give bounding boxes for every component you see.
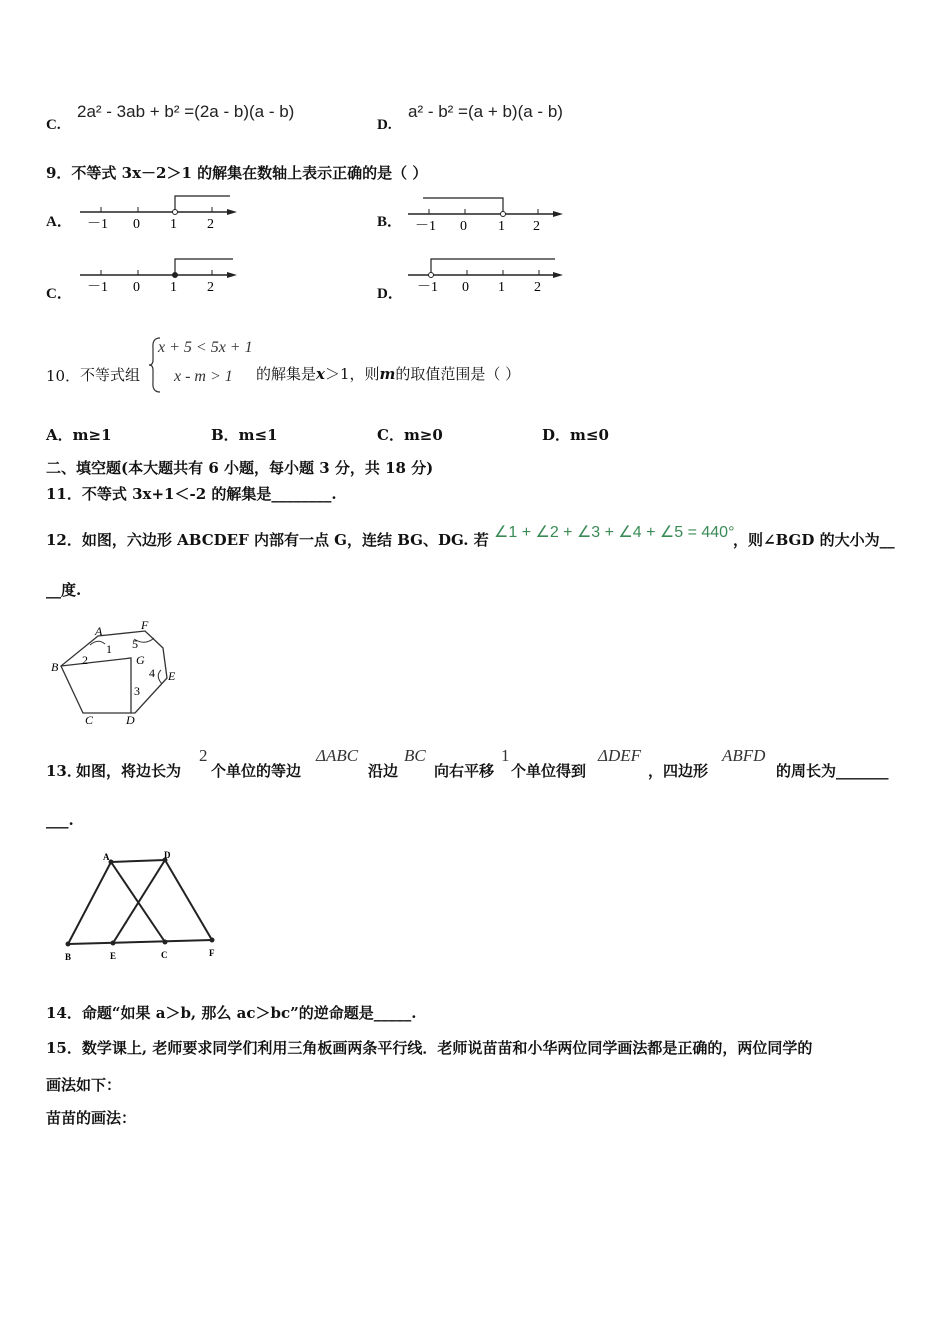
- q10-system-line2: x - m > 1: [174, 368, 233, 385]
- tick-label: 1: [170, 217, 177, 232]
- fig-label: C: [85, 713, 94, 727]
- tick-label: 0: [133, 280, 140, 295]
- q10-suffix-b: ＞1，则: [324, 365, 380, 383]
- q13-t7: 的周长为_______: [776, 762, 889, 780]
- tick-label: －1: [87, 280, 108, 295]
- tick-label: 1: [498, 219, 505, 234]
- q8-option-c-label: C.: [46, 117, 61, 133]
- q13-m6: ABFD: [722, 746, 766, 765]
- tick-label: 0: [460, 219, 467, 234]
- q10-number: 10．: [46, 367, 81, 385]
- tick-label: 1: [170, 280, 177, 295]
- fig-label: 3: [134, 684, 140, 698]
- q9-option-c-label: C．: [46, 286, 72, 302]
- q10-var-m: m: [379, 365, 396, 383]
- tick-label: 0: [133, 217, 140, 232]
- tick-label: －1: [87, 217, 108, 232]
- tick-label: 2: [533, 219, 540, 234]
- section2-heading: 二、填空题(本大题共有 6 小题，每小题 3 分，共 18 分): [46, 459, 434, 477]
- fig-label: B: [51, 660, 59, 674]
- q11-text: 11．不等式 3x+1＜-2 的解集是________.: [46, 485, 337, 503]
- fig-label: C: [161, 950, 168, 960]
- q15-line1: 15．数学课上, 老师要求同学们利用三角板画两条平行线．老师说苗苗和小华两位同学画法都是正确的，两位同学的: [46, 1039, 813, 1057]
- q12-angle-expression: ∠1 + ∠2 + ∠3 + ∠4 + ∠5 = 440°: [494, 524, 735, 541]
- q9-option-a-label: A．: [46, 214, 72, 230]
- q9-option-d-numberline: [405, 253, 575, 299]
- fig-label: 5: [132, 637, 138, 651]
- q15-line2: 画法如下：: [46, 1076, 122, 1094]
- q8-option-c-formula: 2a² - 3ab + b² =(2a - b)(a - b): [77, 102, 295, 121]
- q10-option-d: D．m≤0: [542, 426, 609, 444]
- q12-text-a: 12．如图，六边形 ABCDEF 内部有一点 G，连结 BG、DG. 若: [46, 531, 489, 549]
- q14-text: 14．命题“如果 a＞b, 那么 ac＞bc”的逆命题是_____.: [46, 1004, 417, 1022]
- q13-m4: 1: [501, 746, 510, 765]
- q13-t2: 个单位的等边: [211, 762, 302, 780]
- fig-label: G: [136, 653, 145, 667]
- q12-text-c: __度.: [46, 581, 82, 599]
- q13-m3: BC: [404, 746, 426, 765]
- q8-option-d-formula: a² - b² =(a + b)(a - b): [408, 102, 563, 121]
- q13-m1: 2: [199, 746, 208, 765]
- tick-label: －1: [415, 219, 436, 234]
- fig-label: 1: [106, 642, 112, 656]
- q13-m5: ΔDEF: [598, 746, 642, 765]
- q10-option-c: C．m≥0: [377, 426, 443, 444]
- tick-label: 0: [462, 280, 469, 295]
- tick-label: 2: [534, 280, 541, 295]
- fig-label: D: [126, 713, 135, 727]
- fig-label: A: [103, 852, 110, 862]
- q9-option-b-label: B．: [377, 214, 403, 230]
- q10-option-a: A．m≥1: [46, 426, 112, 444]
- q12-hexagon-figure: [50, 618, 190, 728]
- fig-label: F: [209, 948, 215, 958]
- q12-text-b: ，则∠BGD 的大小为__: [733, 531, 895, 549]
- tick-label: 1: [498, 280, 505, 295]
- fig-label: E: [110, 951, 117, 961]
- fig-label: E: [168, 669, 176, 683]
- fig-label: 2: [82, 653, 88, 667]
- q15-line3: 苗苗的画法：: [46, 1109, 137, 1127]
- q10-system-line1: x + 5 < 5x + 1: [158, 339, 253, 356]
- tick-label: 2: [207, 280, 214, 295]
- q13-t4: 向右平移: [434, 762, 495, 780]
- q13-m2: ΔABC: [316, 746, 359, 765]
- q13-t8: ___.: [46, 811, 74, 829]
- q10-option-b: B．m≤1: [211, 426, 278, 444]
- q13-stem: [46, 746, 926, 786]
- q9-stem: 9．不等式 3x－2＞1 的解集在数轴上表示正确的是（ ）: [46, 164, 428, 182]
- q13-t6: ，四边形: [648, 762, 709, 780]
- fig-label: B: [65, 952, 72, 962]
- q13-t5: 个单位得到: [511, 762, 587, 780]
- q10-suffix-c: 的取值范围是（ ）: [395, 365, 521, 383]
- q10-stem-rest: [256, 363, 520, 384]
- q8-option-d-label: D.: [377, 117, 392, 133]
- q10-prefix: 不等式组: [80, 366, 141, 384]
- fig-label: 4: [149, 666, 155, 680]
- q9-option-a-numberline: [75, 190, 245, 236]
- q13-parallelogram-figure: [60, 848, 220, 966]
- fig-label: F: [141, 618, 149, 632]
- tick-label: 2: [207, 217, 214, 232]
- q9-option-c-numberline: [75, 253, 245, 299]
- q13-t1: 如图，将边长为: [76, 762, 182, 780]
- fig-label: D: [164, 850, 171, 860]
- q13-t3: 沿边: [368, 762, 399, 780]
- q9-option-b-numberline: [405, 190, 575, 236]
- q10-suffix-a: 的解集是: [256, 365, 317, 383]
- q9-option-d-label: D．: [377, 286, 403, 302]
- fig-label: A: [95, 624, 103, 638]
- q13-num: 13．: [46, 762, 82, 780]
- q10-var-x: x: [316, 365, 325, 383]
- tick-label: －1: [417, 280, 438, 295]
